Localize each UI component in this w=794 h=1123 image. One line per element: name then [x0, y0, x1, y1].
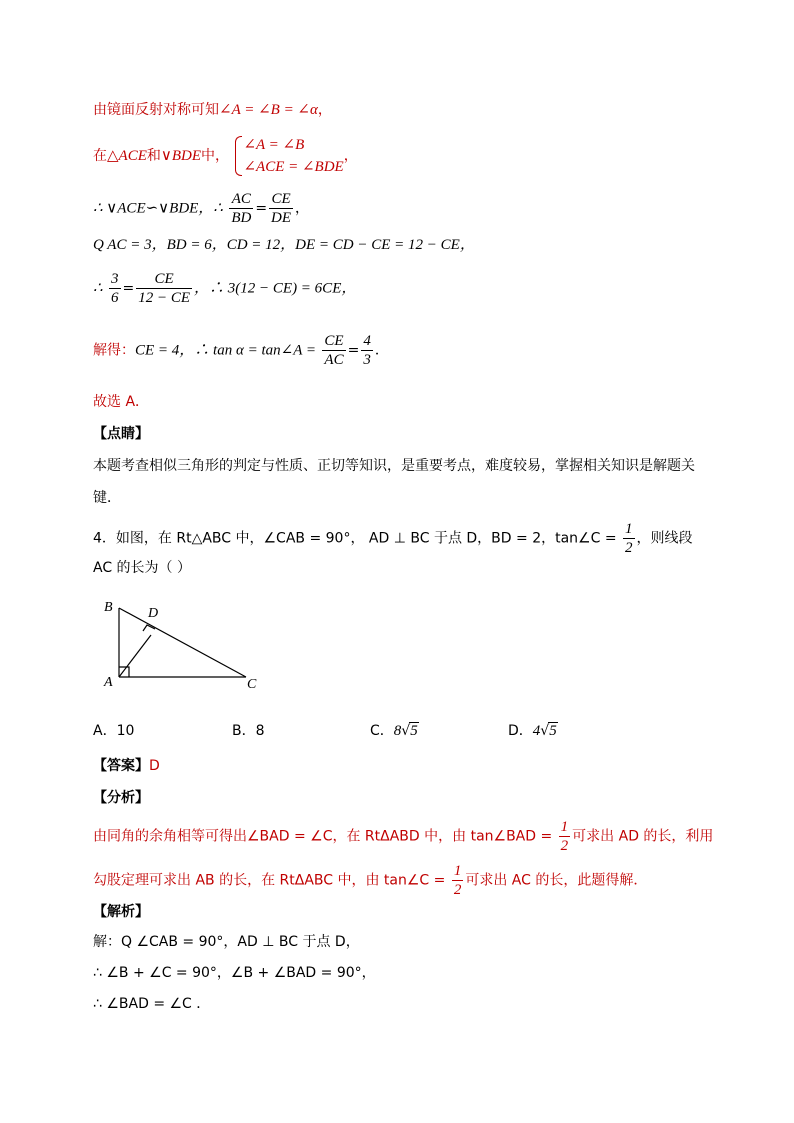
answer-label: 【答案】	[93, 758, 149, 774]
sqrt-symbol: √	[540, 723, 550, 739]
option-coefficient: 4	[532, 723, 541, 739]
solution-line-5: ∴ $\frac{3}{6}$ = $\frac{CE}{12 - CE}$ ，∴ 3(12 − CE) = 6CE，	[93, 271, 357, 306]
fraction	[452, 862, 464, 899]
fraction	[109, 270, 121, 307]
fraction	[623, 520, 635, 557]
fraction	[322, 332, 345, 369]
solution-line-6: 解得：CE = 4，∴ tan α = tan∠A = $\frac{CE}{AC}$ = $\frac{4}{3}$ ．	[93, 333, 389, 368]
detail-line-2: ∴ ∠B + ∠C = 90°，∠B + ∠BAD = 90°，	[93, 965, 376, 981]
fraction	[559, 818, 571, 855]
solution-conclusion: 故选 A．	[93, 394, 150, 410]
answer-value: D	[149, 758, 160, 774]
equation-row: ∠A = ∠B	[243, 137, 305, 153]
fraction	[269, 190, 293, 227]
question-stem-line-2: AC 的长为（ ）	[93, 560, 192, 576]
math-expression: ∴ ∨ACE∽∨BDE，∴	[93, 200, 223, 217]
fraction-denominator: AC	[324, 352, 344, 368]
option-d[interactable]	[508, 720, 558, 740]
math-expression: ∠A = ∠B = ∠α	[219, 102, 318, 118]
solution-line-2: 在△ACE和∨BDE中， ∠A = ∠B ∠ACE = ∠BDE ，	[93, 134, 358, 178]
label-b: B	[104, 600, 113, 615]
comment-body-1: 本题考查相似三角形的判定与性质、正切等知识，是重要考点，难度较易，掌握相关知识是解题关	[93, 458, 695, 474]
label-a: A	[104, 675, 113, 690]
option-letter: B．	[232, 723, 256, 739]
fraction-numerator: 3	[111, 271, 119, 287]
analysis-text: 勾股定理可求出 AB 的长，在 RtΔABC 中，由 tan∠C =	[93, 872, 446, 889]
triangle-figure	[96, 595, 276, 695]
detail-line-3: ∴ ∠BAD = ∠C ．	[93, 996, 211, 1012]
fraction-numerator: CE	[269, 190, 293, 209]
fraction-denominator: 2	[625, 540, 633, 556]
fraction-numerator: 1	[560, 819, 569, 835]
equation-system	[233, 134, 343, 178]
fraction-denominator: 12 − CE	[138, 290, 191, 306]
option-radicand: 5	[410, 723, 418, 739]
solution-text: 中，	[201, 148, 230, 164]
answer-line	[93, 756, 160, 776]
option-letter: D．	[508, 723, 533, 739]
fraction-numerator: 4	[363, 333, 371, 349]
detail-heading: 【解析】	[93, 904, 149, 920]
math-expression: ∨BDE	[160, 148, 202, 164]
option-value: 10	[116, 723, 135, 739]
solution-line-4	[93, 235, 475, 255]
fraction	[136, 270, 192, 307]
fraction-denominator: BD	[231, 210, 252, 226]
therefore-symbol: ∴	[93, 280, 103, 297]
option-b[interactable]	[232, 720, 265, 740]
fraction-numerator: CE	[324, 333, 344, 349]
solution-text: 和	[146, 148, 161, 164]
fraction-denominator: 3	[363, 352, 371, 368]
segment-bc	[119, 608, 246, 677]
fraction-denominator: 2	[453, 882, 462, 898]
solution-text: 解得：	[93, 342, 135, 359]
option-c[interactable]	[370, 720, 419, 740]
option-radicand: 5	[549, 723, 557, 739]
option-letter: A．	[93, 723, 117, 739]
math-expression: △ACE	[107, 148, 147, 164]
option-a[interactable]	[93, 720, 134, 740]
fraction-numerator: AC	[229, 190, 253, 209]
question-stem-line-1	[93, 520, 693, 557]
fraction-numerator: 1	[625, 521, 633, 537]
fraction	[229, 190, 253, 227]
option-letter: C．	[370, 723, 394, 739]
equation-row: ∠ACE = ∠BDE	[243, 159, 344, 175]
fraction-denominator: 6	[111, 290, 119, 306]
solution-text: 由镜面反射对称可知	[93, 102, 219, 118]
analysis-heading: 【分析】	[93, 790, 149, 806]
analysis-text: 由同角的余角相等可得出∠BAD = ∠C，在 RtΔABD 中，由 tan∠BAD =	[93, 828, 553, 845]
label-c: C	[247, 677, 257, 692]
solution-line-3: ∴ ∨ACE∽∨BDE，∴ $\frac{AC}{BD}$ = $\frac{CE}{DE}$ ，	[93, 191, 310, 226]
math-expression: Q AC = 3，BD = 6，CD = 12，DE = CD − CE = 12 − CE，	[93, 237, 475, 253]
math-expression: ，∴ 3(12 − CE) = 6CE，	[194, 280, 357, 297]
detail-line-1: 解：Q ∠CAB = 90°，AD ⊥ BC 于点 D，	[93, 934, 360, 950]
analysis-line-2	[93, 862, 647, 899]
question-stem: ，则线段	[636, 530, 693, 547]
comment-heading: 【点睛】	[93, 426, 149, 442]
fraction-denominator: 2	[560, 838, 569, 854]
analysis-text: 可求出 AD 的长，利用	[572, 828, 714, 845]
solution-line-1: 由镜面反射对称可知∠A = ∠B = ∠α，	[93, 102, 332, 118]
label-d: D	[148, 606, 159, 621]
analysis-text: 可求出 AC 的长，此题得解．	[465, 872, 648, 889]
option-value: 8	[255, 723, 265, 739]
fraction-numerator: CE	[136, 270, 192, 289]
fraction-denominator: DE	[271, 210, 292, 226]
sqrt-symbol: √	[401, 723, 411, 739]
fraction-numerator: 1	[453, 863, 462, 879]
math-expression: CE = 4，∴ tan α = tan∠A =	[135, 342, 316, 359]
fraction	[361, 332, 373, 369]
analysis-line-1	[93, 818, 713, 855]
comment-body-2: 键．	[93, 490, 121, 506]
option-coefficient: 8	[393, 723, 402, 739]
segment-ad	[119, 635, 151, 677]
solution-text: 在	[93, 148, 107, 164]
question-stem: 4．如图，在 Rt△ABC 中，∠CAB = 90°， AD ⊥ BC 于点 D，BD = 2，tan∠C =	[93, 530, 617, 547]
